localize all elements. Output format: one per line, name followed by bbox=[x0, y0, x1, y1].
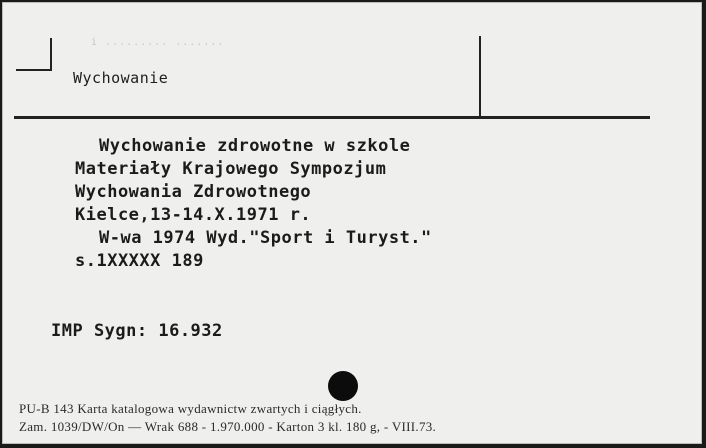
call-number: IMP Sygn: 16.932 bbox=[51, 321, 223, 341]
entry-line: Wychowanie zdrowotne w szkole bbox=[99, 136, 411, 156]
punch-hole bbox=[328, 371, 358, 401]
entry-line: Materiały Krajowego Sympozjum bbox=[75, 159, 387, 179]
footer-line: Zam. 1039/DW/On — Wrak 688 - 1.970.000 - Karton 3 kl. 180 g, - VIII.73. bbox=[19, 419, 437, 434]
subject-heading: Wychowanie bbox=[73, 69, 169, 87]
corner-mark-vertical bbox=[50, 38, 52, 70]
card-footer bbox=[19, 400, 436, 436]
entry-line: Kielce,13-14.X.1971 r. bbox=[75, 205, 312, 225]
corner-mark-horizontal bbox=[16, 69, 52, 71]
header-divider-vertical bbox=[479, 36, 481, 116]
catalog-card bbox=[2, 2, 702, 444]
entry-line: s.1XXXXX 189 bbox=[75, 251, 204, 271]
footer-line: PU-B 143 Karta katalogowa wydawnictw zwartych i ciągłych. bbox=[19, 401, 362, 416]
bibliographic-entry bbox=[75, 135, 432, 273]
entry-line: W-wa 1974 Wyd."Sport i Turyst." bbox=[99, 228, 432, 248]
entry-line: Wychowania Zdrowotnego bbox=[75, 182, 312, 202]
faded-stamp: i ......... ....... bbox=[91, 37, 225, 48]
header-rule bbox=[14, 116, 650, 119]
